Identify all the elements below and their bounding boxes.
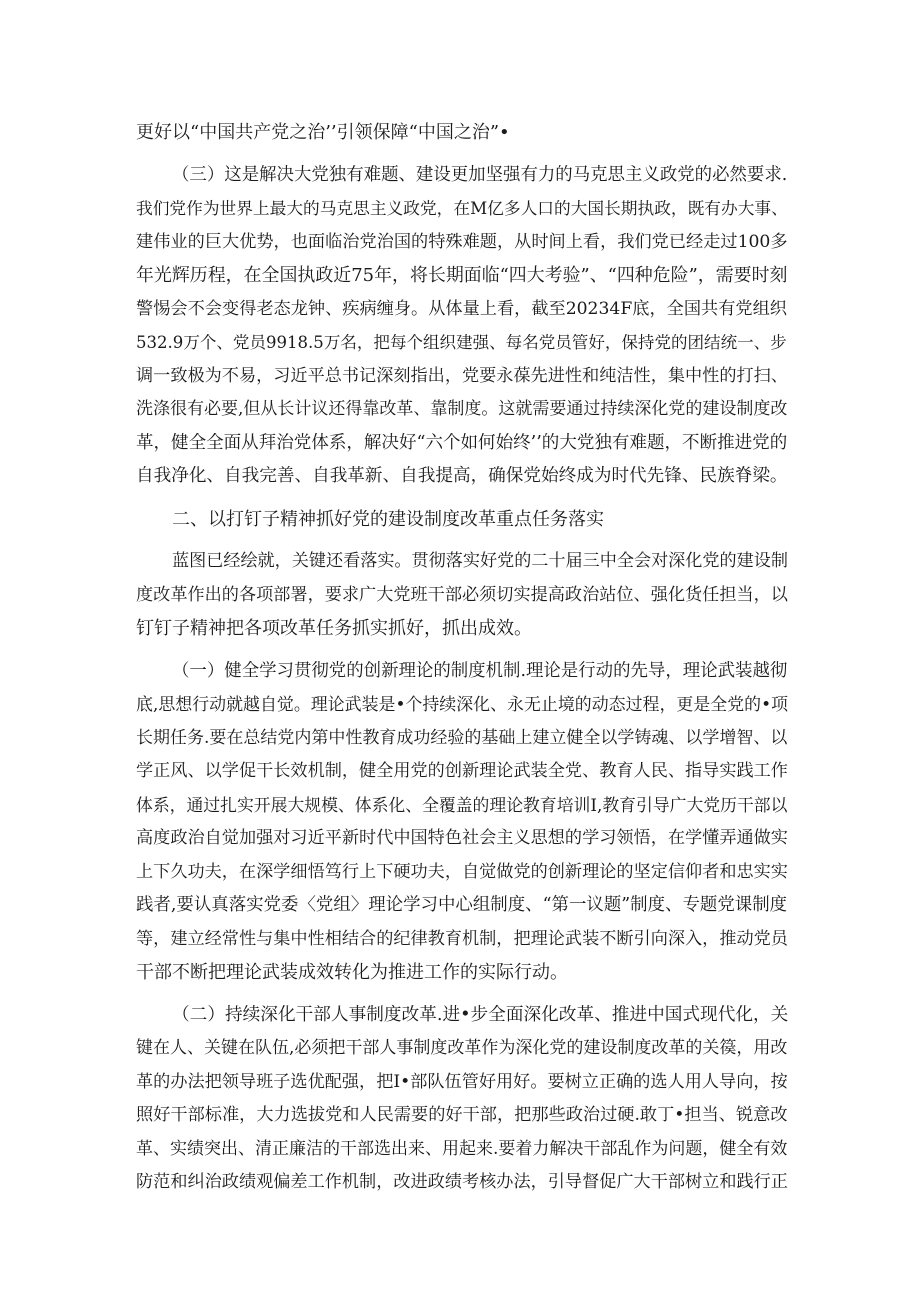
heading-text: 二、以打钉子精神抓好党的建设制度改革重点任务落实	[172, 508, 604, 530]
text-line: 调一致极为不易，习近平总书记深刻指出，党要永葆先进性和纯洁性，集中性的打扫、	[136, 365, 788, 386]
text-line: 自我净化、自我完善、自我革新、自我提高，确保党始终成为时代先锋、民族脊梁。	[136, 466, 788, 486]
text-line: 警惕会不会变得老态龙钟、疾病缠身。从体量上看，截至20234F底，全国共有党组织	[136, 298, 787, 319]
text-line: 键在人、关键在队伍,必须把干部人事制度改革作为深化党的建设制度改革的关篌，用改	[136, 1038, 788, 1058]
text-line: 532.9万个、党员9918.5万名，把每个组织建强、每名党员管好，保持党的团结统一、步	[136, 333, 787, 352]
text-line: 底,思想行动就越自觉。理论武装是•个持续深化、永无止境的动态过程，更是全党的•项	[136, 694, 789, 714]
text-line: 高度政治自觉加强对习近平新时代中国特色社会主义思想的学习领悟，在学懂弄通做实	[136, 828, 788, 848]
text-line: 防范和纠治政绩观偏差工作机制，改进政绩考核办法，引导督促广大干部树立和践行正	[136, 1172, 788, 1192]
text-line: 上下久功夫，在深学细悟笃行上下硬功夫，自觉做党的创新理论的坚定信仰者和忠实实	[136, 861, 788, 882]
paragraph-blueprint	[136, 545, 788, 646]
text-line: 革的办法把领导班子选优配强，把I•部队伍管好用好。要树立正确的选人用人导向，按	[136, 1071, 788, 1092]
text-line: （一）健全学习贯彻党的创新理论的制度机制.理论是行动的先导，理论武装越彻	[172, 660, 788, 681]
text-line: 度改革作出的各项部署，要求广大党班干部必须切实提高政治站位、强化货任担当，以	[136, 584, 788, 605]
section-heading-2	[136, 503, 788, 537]
text-line: 干部不断把理论武装成效转化为推进工作的实际行动。	[136, 962, 568, 983]
text-line: 钉钉子精神把各项改革任务抓实抓好，抓出成效。	[136, 618, 532, 639]
text-line: 更好以“中国共产党之治’’引领保障“中国之治”•	[136, 122, 510, 143]
document-body	[136, 116, 788, 1209]
text-line: （三）这是解决大党独有难题、建设更加坚强有力的马克思主义政党的必然要求.	[172, 164, 788, 185]
text-line: 长期任务.要在总结党内第中性教育成功经验的基础上建立健全以学铸魂、以学增智、以	[136, 727, 788, 748]
text-line: 学正风、以学促干长效机制，健全用党的创新理论武装全党、教育人民、指导实践工作	[136, 761, 788, 781]
text-line: 等，建立经常性与集中性相结合的纪律教育机制，把理论武装不断引向深入，推动党员	[136, 928, 788, 949]
text-line: （二）持续深化干部人事制度改革.进•步全面深化改革、推进中国式现代化，关	[172, 1004, 789, 1025]
text-line: 革、实绩突出、清正廉洁的干部选出来、用起来.要着力解决干部乱作为问题，健全有效	[136, 1138, 788, 1159]
text-line: 建伟业的巨大优势，也面临治党治国的特殊难题，从时间上看，我们党已经走过100多	[136, 231, 788, 252]
paragraph-sub-2	[136, 999, 788, 1200]
text-line: 践者,要认真落实党委〈党组〉理论学习中心组制度、“第一议题”制度、专题党课制度	[136, 895, 788, 915]
text-line: 体系，通过扎实开展大规模、体系化、全覆盖的理论教育培训I,教育引导广大党历干部以	[136, 794, 788, 815]
text-line: 年光辉历程，在全国执政近75年，将长期面临“四大考验”、“四种危险”，需要时刻	[136, 265, 788, 286]
text-line: 革，健全全面从拜治党体系，解决好“六个如何始终’’的大党独有难题，不断推进党的	[136, 432, 788, 453]
text-line: 洗涤很有必要,但从长计议还得靠改革、靠制度。这就需要通过持续深化党的建设制度改	[136, 399, 788, 419]
paragraph-sub-1	[136, 655, 788, 990]
text-line: 照好干部标准，大力选拔党和人民需要的好干部，把那些政治过硬.敢丁•担当、锐意改	[136, 1105, 788, 1125]
text-line: 我们党作为世界上最大的马克思主义政党，在M亿多人口的大国长期执政，既有办大事、	[136, 198, 788, 218]
text-line: 蓝图已经绘就，关键还看落实。贯彻落实好党的二十届三中全会对深化党的建设制	[172, 551, 788, 571]
intro-paragraph	[136, 116, 788, 150]
paragraph-3	[136, 159, 788, 494]
